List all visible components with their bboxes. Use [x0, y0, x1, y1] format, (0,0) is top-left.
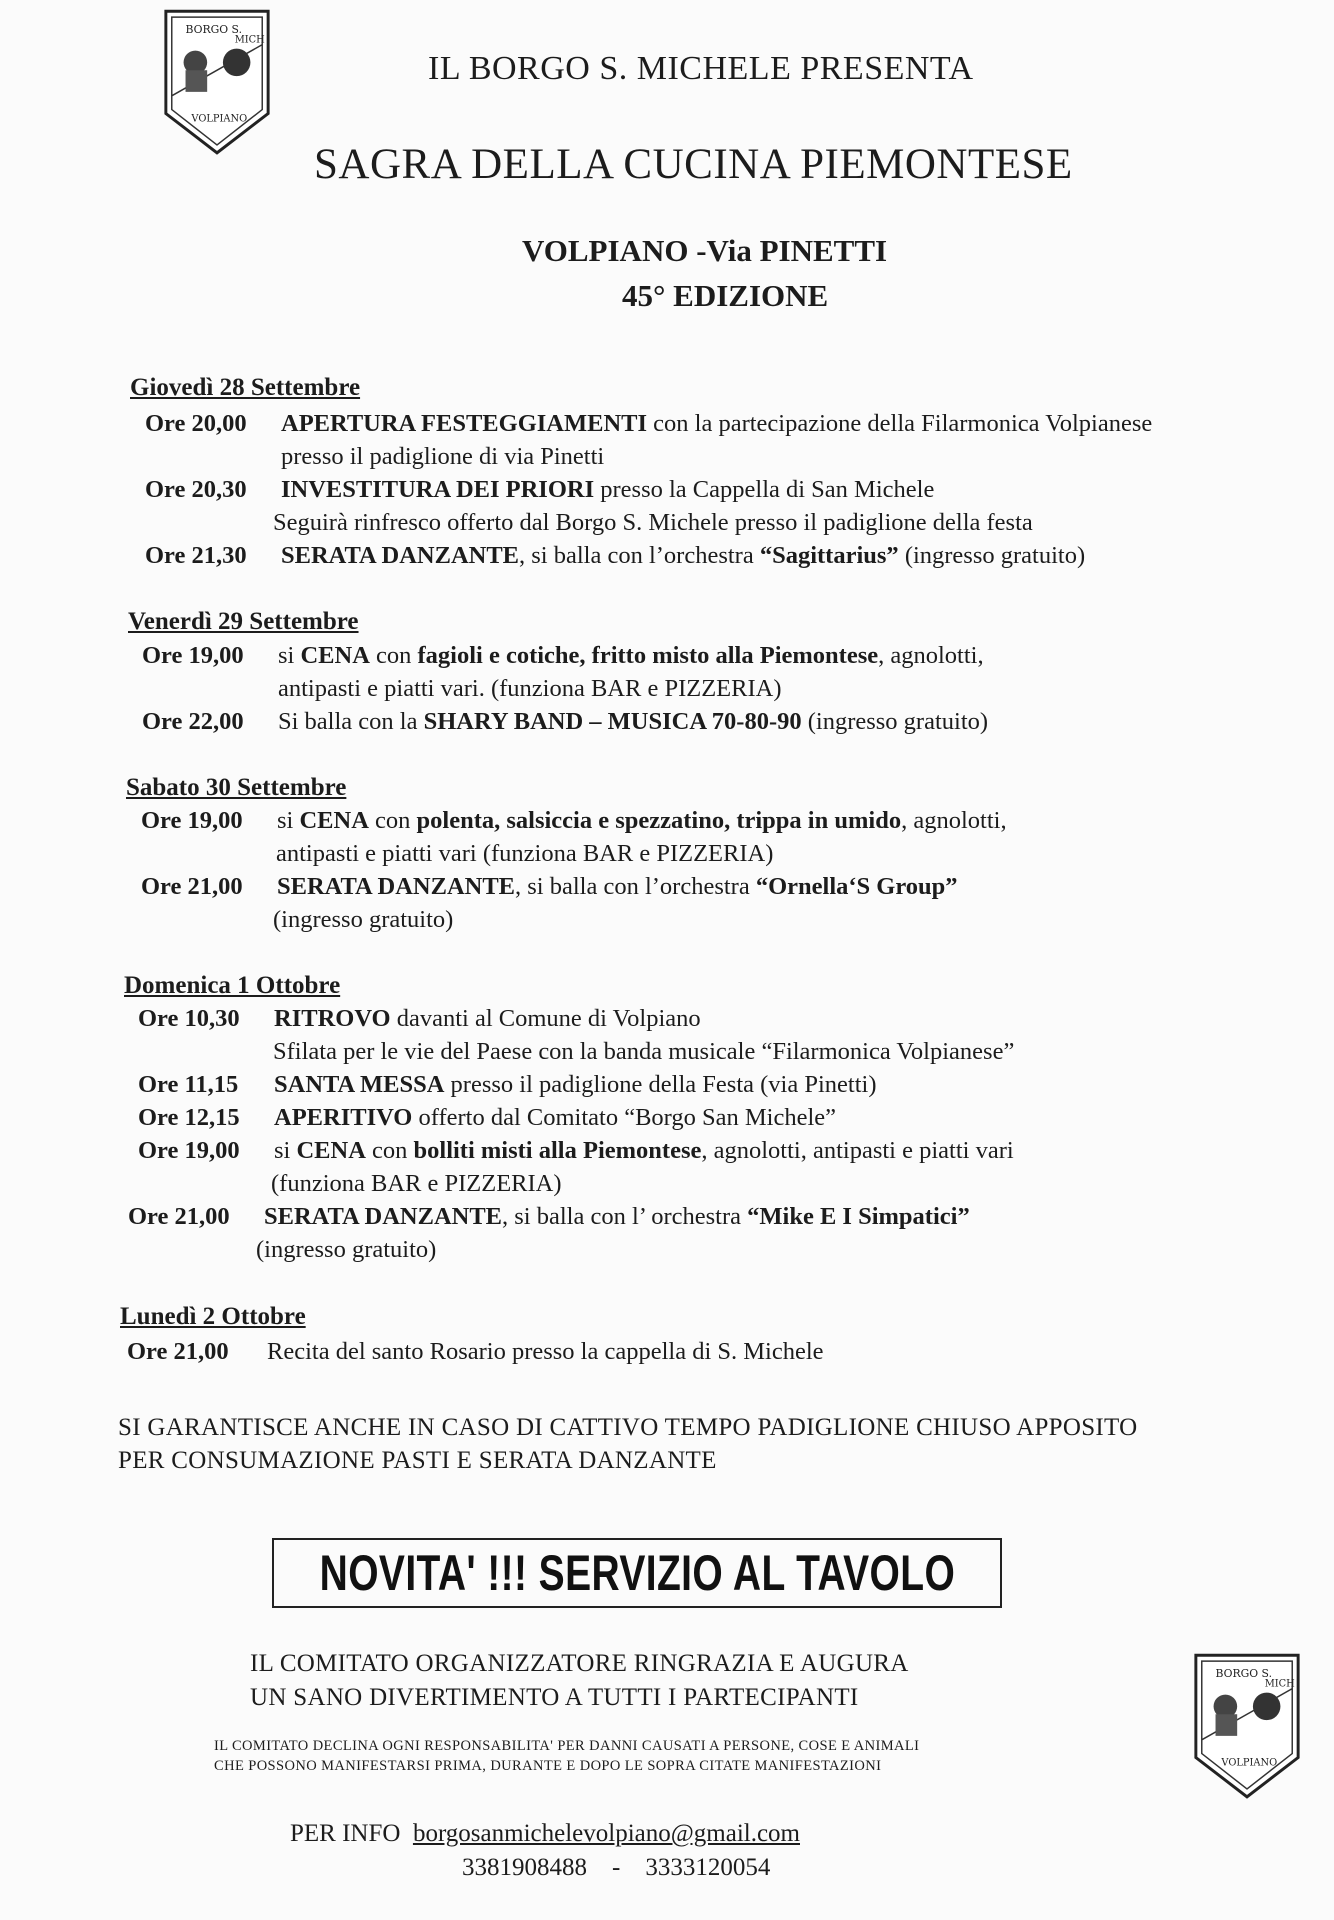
- svg-text:VOLPIANO: VOLPIANO: [191, 113, 248, 125]
- schedule-line: Ore 12,15 APERITIVO offerto dal Comitato “Borgo San Michele”: [138, 1104, 837, 1131]
- schedule-line: Ore 20,30 INVESTITURA DEI PRIORI presso la Cappella di San Michele: [145, 476, 935, 503]
- event-title: SAGRA DELLA CUCINA PIEMONTESE: [314, 141, 1073, 188]
- schedule-line: Ore 11,15 SANTA MESSA presso il padiglione della Festa (via Pinetti): [138, 1071, 877, 1098]
- svg-text:VOLPIANO: VOLPIANO: [1221, 1757, 1278, 1769]
- pennant-crest-icon: [1188, 1648, 1306, 1808]
- schedule-line: Ore 21,00 Recita del santo Rosario presso la cappella di S. Michele: [127, 1338, 824, 1365]
- schedule-line: Ore 22,00 Si balla con la SHARY BAND – MUSICA 70-80-90 (ingresso gratuito): [142, 708, 989, 735]
- schedule-continuation: (ingresso gratuito): [256, 1236, 437, 1263]
- schedule-line: Ore 19,00 si CENA con fagioli e cotiche, fritto misto alla Piemontese, agnolotti,: [142, 642, 984, 669]
- schedule-line: Ore 19,00 si CENA con polenta, salsiccia e spezzatino, trippa in umido, agnolotti,: [141, 807, 1007, 834]
- phone-1: 3381908488: [462, 1854, 587, 1881]
- svg-text:MICH: MICH: [1264, 1678, 1295, 1690]
- day-heading-venerdi: Venerdì 29 Settembre: [128, 608, 359, 635]
- schedule-line: Ore 21,30 SERATA DANZANTE, si balla con l’orchestra “Sagittarius” (ingresso gratuito): [145, 542, 1086, 569]
- info-label: PER INFO: [290, 1820, 401, 1847]
- schedule-line: Ore 21,00 SERATA DANZANTE, si balla con l’orchestra “Ornella‘S Group”: [141, 873, 958, 900]
- svg-text:MICH: MICH: [234, 34, 265, 46]
- schedule-continuation: antipasti e piatti vari. (funziona BAR e PIZZERIA): [278, 675, 782, 702]
- event-location: VOLPIANO -Via PINETTI: [522, 233, 888, 268]
- banner-text: NOVITA' !!! SERVIZIO AL TAVOLO: [319, 1545, 955, 1601]
- weather-notice-line2: PER CONSUMAZIONE PASTI E SERATA DANZANTE: [118, 1447, 717, 1474]
- presenter-heading: IL BORGO S. MICHELE PRESENTA: [428, 50, 974, 87]
- schedule-continuation: (funziona BAR e PIZZERIA): [271, 1170, 562, 1197]
- weather-notice-line1: SI GARANTISCE ANCHE IN CASO DI CATTIVO TEMPO PADIGLIONE CHIUSO APPOSITO: [118, 1414, 1138, 1441]
- thanks-line1: IL COMITATO ORGANIZZATORE RINGRAZIA E AUGURA: [250, 1650, 909, 1677]
- pennant-crest-icon: [158, 4, 276, 164]
- phone-2: 3333120054: [645, 1854, 771, 1881]
- disclaimer-line2: CHE POSSONO MANIFESTARSI PRIMA, DURANTE E DOPO LE SOPRA CITATE MANIFESTAZIONI: [214, 1758, 882, 1774]
- phone-line: [462, 1854, 770, 1882]
- schedule-continuation: antipasti e piatti vari (funziona BAR e PIZZERIA): [276, 840, 774, 867]
- schedule-line: Ore 10,30 RITROVO davanti al Comune di Volpiano: [138, 1005, 701, 1032]
- schedule-continuation: Sfilata per le vie del Paese con la banda musicale “Filarmonica Volpianese”: [273, 1038, 1015, 1065]
- schedule-line: Ore 20,00 APERTURA FESTEGGIAMENTI con la partecipazione della Filarmonica Volpianese: [145, 410, 1153, 437]
- svg-text:BORGO S.: BORGO S.: [1215, 1666, 1273, 1680]
- disclaimer-line1: IL COMITATO DECLINA OGNI RESPONSABILITA' PER DANNI CAUSATI A PERSONE, COSE E ANIMALI: [214, 1738, 920, 1754]
- day-heading-giovedi: Giovedì 28 Settembre: [130, 374, 361, 401]
- phone-separator: -: [612, 1854, 621, 1881]
- schedule-continuation: presso il padiglione di via Pinetti: [281, 443, 605, 470]
- event-edition: 45° EDIZIONE: [622, 278, 829, 313]
- contact-line: [290, 1820, 800, 1848]
- email-link[interactable]: borgosanmichelevolpiano@gmail.com: [412, 1820, 800, 1847]
- day-heading-domenica: Domenica 1 Ottobre: [124, 972, 341, 999]
- day-heading-lunedi: Lunedì 2 Ottobre: [120, 1303, 306, 1330]
- schedule-line: Ore 21,00 SERATA DANZANTE, si balla con l’ orchestra “Mike E I Simpatici”: [128, 1203, 970, 1230]
- table-service-banner: [272, 1538, 1002, 1608]
- day-heading-sabato: Sabato 30 Settembre: [126, 774, 347, 801]
- borgo-logo-top: [158, 4, 276, 164]
- thanks-line2: UN SANO DIVERTIMENTO A TUTTI I PARTECIPANTI: [250, 1684, 859, 1711]
- schedule-continuation: Seguirà rinfresco offerto dal Borgo S. Michele presso il padiglione della festa: [273, 509, 1033, 536]
- schedule-line: Ore 19,00 si CENA con bolliti misti alla Piemontese, agnolotti, antipasti e piatti vari: [138, 1137, 1014, 1164]
- svg-text:BORGO S.: BORGO S.: [185, 22, 243, 36]
- borgo-logo-bottom: [1188, 1648, 1306, 1808]
- schedule-continuation: (ingresso gratuito): [273, 906, 454, 933]
